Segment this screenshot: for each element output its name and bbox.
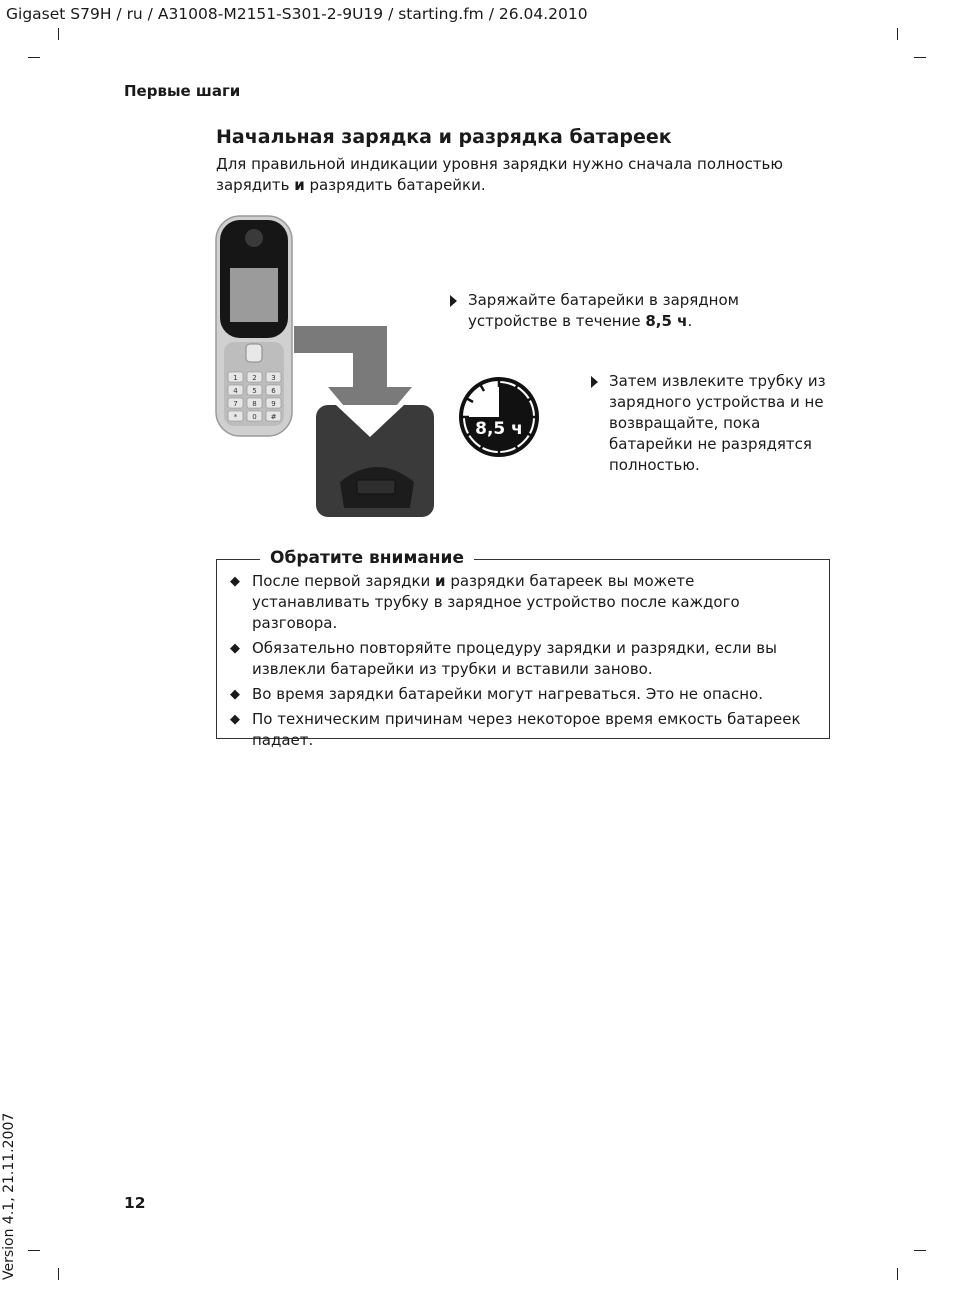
note-item: ◆ По техническим причинам через некоторое время емкость батареек падает. [230, 709, 815, 751]
intro-paragraph: Для правильной индикации уровня зарядки нужно сначала полностью зарядить и разрядить батарейки. [216, 155, 784, 194]
note-item: ◆ Обязательно повторяйте процедуру зарядки и разрядки, если вы извлекли батарейки из трубки и вставили заново. [230, 638, 815, 680]
page-number: 12 [124, 1194, 146, 1212]
keypad-key-label: # [270, 413, 277, 421]
keypad-key-label: 1 [233, 374, 238, 382]
triangle-bullet-icon [450, 295, 457, 307]
crop-mark [58, 1268, 59, 1280]
crop-mark [897, 28, 898, 40]
crop-mark [58, 28, 59, 40]
note-list [230, 571, 815, 755]
crop-mark [914, 1250, 926, 1251]
keypad-key-label: 7 [233, 400, 238, 408]
keypad-key-label: 6 [271, 387, 276, 395]
page-title: Начальная зарядка и разрядка батареек [216, 126, 672, 148]
keypad-key-label: 2 [252, 374, 257, 382]
note-item: ◆ После первой зарядки и разрядки батареек вы можете устанавливать трубку в зарядное устройство после каждого разговора. [230, 571, 815, 634]
crop-mark [914, 57, 926, 58]
crop-mark [28, 1250, 40, 1251]
keypad-key-label: 0 [252, 413, 257, 421]
note-title: Обратите внимание [260, 548, 474, 568]
charger-cradle-illustration [316, 405, 434, 517]
keypad-key-label: 4 [233, 387, 238, 395]
step-charge: Заряжайте батарейки в зарядном устройстве в течение 8,5 ч. [450, 290, 740, 332]
timer-label: 8,5 ч [475, 419, 523, 439]
keypad-key-label: 3 [271, 374, 276, 382]
crop-mark [897, 1268, 898, 1280]
version-label: Version 4.1, 21.11.2007 [1, 1112, 17, 1280]
keypad-key-label: 9 [271, 400, 276, 408]
note-item: ◆ Во время зарядки батарейки могут нагреваться. Это не опасно. [230, 684, 815, 705]
section-header: Первые шаги [124, 82, 241, 100]
step-discharge: Затем извлеките трубку из зарядного устройства и не возвращайте, пока батарейки не разрядятся полностью. [591, 371, 831, 476]
clock-timer-icon [456, 374, 542, 460]
triangle-bullet-icon [591, 376, 598, 388]
charging-illustration [212, 212, 552, 522]
keypad-key-label: 8 [252, 400, 257, 408]
crop-mark [28, 57, 40, 58]
document-meta-header: Gigaset S79H / ru / A31008-M2151-S301-2-9U19 / starting.fm / 26.04.2010 [6, 5, 588, 23]
keypad-key-label: 5 [252, 387, 257, 395]
keypad-key-label: * [233, 413, 238, 421]
